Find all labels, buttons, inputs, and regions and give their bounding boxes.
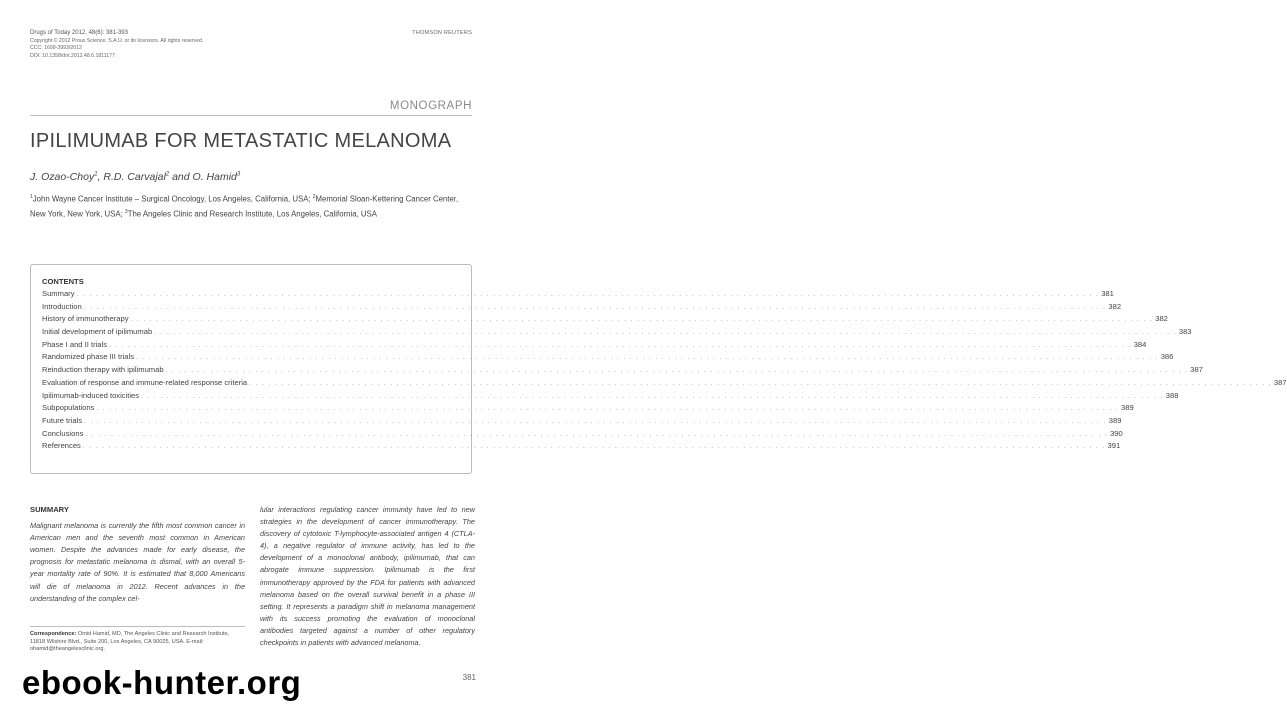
contents-title: CONTENTS (42, 277, 84, 286)
correspondence-text: Omid Hamid, MD, The Angeles Clinic and Research Institute, 11818 Wilshire Blvd., Suite 200, Los Angeles, CA 90025, USA. E-mail: ohamid@theangelesclinic.org. (30, 631, 230, 653)
author-separator: , (97, 171, 104, 183)
toc-item-label: Randomized phase III trials (42, 352, 135, 362)
toc-item-page: 384 (1133, 339, 1147, 349)
toc-item[interactable] (42, 365, 1203, 378)
header-divider (30, 115, 472, 116)
toc-leader-dots: . . . . . . . . . . . . . . . . . . . . . . . . . . . . . . . . . . . . . . . . . . . . . . . . . . . . . . . . . . . . . . . . . . . . . . . . . . . . . . . . . . . . . . . . . . . . . . . . . . . . . . . . . . . . . . . . . . . . . . . . . . . . . . . . . . . . . . . . . . . . . . . . . . . . . . . . . . . . . . . . (130, 316, 1154, 324)
toc-item-label: Initial development of ipilimumab (42, 327, 153, 337)
affiliation-text: John Wayne Cancer Institute – Surgical Oncology, Los Angeles, California, USA; (32, 194, 313, 204)
copyright-line: Copyright © 2012 Prous Science, S.A.U. or its licensors. All rights reserved. (30, 37, 204, 44)
toc-item-label: Ipilimumab-induced toxicities (42, 390, 140, 400)
toc-item[interactable] (42, 428, 1123, 442)
toc-item-page: 390 (1110, 428, 1123, 438)
toc-leader-dots: . . . . . . . . . . . . . . . . . . . . . . . . . . . . . . . . . . . . . . . . . . . . . . . . . . . . . . . . . . . . . . . . . . . . . . . . . . . . . . . . . . . . . . . . . . . . . . . . . . . . . . . . . . . . . . . . . . . . . . . . . . . . . . . . . . . . . . . . . . . . . . . . . . . . . . . . . . . . . . . . (136, 354, 1159, 362)
toc-item[interactable] (42, 415, 1122, 429)
toc-leader-dots: . . . . . . . . . . . . . . . . . . . . . . . . . . . . . . . . . . . . . . . . . . . . . . . . . . . . . . . . . . . . . . . . . . . . . . . . . . . . . . . . . . . . . . . . . . . . . . . . . . . . . . . . . . . . . . . . . . . . . . . . . . . . . . . . . . . . . . . . . . . . . . . . . . . . . . . . . . . . . . . . (83, 303, 1107, 311)
toc-leader-dots: . . . . . . . . . . . . . . . . . . . . . . . . . . . . . . . . . . . . . . . . . . . . . . . . . . . . . . . . . . . . . . . . . . . . . . . . . . . . . . . . . . . . . . . . . . . . . . . . . . . . . . . . . . . . . . . . . . . . . . . . . . . . . . . . . . . . . . . . . . . . . . . . . . . . . . . . . . . . . . . . (141, 392, 1164, 400)
watermark-text: ebook-hunter.org (22, 664, 302, 701)
summary-text-right: lular interactions regulating cancer immunity have led to new strategies in the development of cancer immunotherapy. The discovery of cytotoxic T-lymphocyte-associated antigen 4 (CTLA-4), a negative regulator of immune activity, has led to the development of a monoclonal antibody, ipilimumab, that can abrogate immune suppression. Ipilimumab is the first immunotherapy approved by the FDA for patients with advanced melanoma based on the overall survival benefit in a phase III setting. It represents a paradigm shift in melanoma management with its success promoting the evaluation of monoclonal antibodies targeted against a number of other regulatory checkpoints in patients with advanced melanoma. (260, 505, 475, 648)
summary-column-right (260, 504, 475, 649)
toc-leader-dots: . . . . . . . . . . . . . . . . . . . . . . . . . . . . . . . . . . . . . . . . . . . . . . . . . . . . . . . . . . . . . . . . . . . . . . . . . . . . . . . . . . . . . . . . . . . . . . . . . . . . . . . . . . . . . . . . . . . . . . . . . . . . . . . . . . . . . . . . . . . . . . . . . . . . . . . . . . . . . . . . (165, 367, 1189, 375)
toc-item-page: 386 (1160, 352, 1174, 362)
toc-item-page: 382 (1108, 301, 1122, 311)
toc-item-page: 388 (1165, 390, 1179, 400)
affiliations (30, 191, 472, 220)
ccc-line: CCC: 1699-3993/2012 (30, 45, 82, 52)
toc-leader-dots: . . . . . . . . . . . . . . . . . . . . . . . . . . . . . . . . . . . . . . . . . . . . . . . . . . . . . . . . . . . . . . . . . . . . . . . . . . . . . . . . . . . . . . . . . . . . . . . . . . . . . . . . . . . . . . . . . . . . . . . . . . . . . . . . . . . . . . . . . . . . . . . . . . . . . . . . . . . . . . . . (84, 417, 1107, 425)
toc-item-page: 387 (1273, 377, 1287, 387)
toc-item-label: Future trials (42, 415, 83, 425)
toc-leader-dots: . . . . . . . . . . . . . . . . . . . . . . . . . . . . . . . . . . . . . . . . . . . . . . . . . . . . . . . . . . . . . . . . . . . . . . . . . . . . . . . . . . . . . . . . . . . . . . . . . . . . . . . . . . . . . . . . . . . . . . . . . . . . . . . . . . . . . . . . . . . . . . . . . . . . . . . . . . . . . . . . (154, 329, 1177, 337)
toc-item-label: References (42, 441, 81, 451)
author-affiliation-mark: 3 (236, 171, 241, 178)
toc-leader-dots: . . . . . . . . . . . . . . . . . . . . . . . . . . . . . . . . . . . . . . . . . . . . . . . . . . . . . . . . . . . . . . . . . . . . . . . . . . . . . . . . . . . . . . . . . . . . . . . . . . . . . . . . . . . . . . . . . . . . . . . . . . . . . . . . . . . . . . . . . . . . . . . . . . . . . . . . . . . . . . . . (249, 379, 1272, 387)
author-separator: and (169, 171, 193, 183)
affiliation-mark: 1 (30, 194, 33, 200)
page-number: 381 (462, 673, 476, 682)
affiliation-mark: 3 (124, 208, 128, 215)
article-title: IPILIMUMAB FOR METASTATIC MELANOMA (30, 130, 452, 152)
summary-heading: SUMMARY (30, 505, 69, 514)
toc-item[interactable] (42, 339, 1147, 353)
contents-box (30, 264, 1287, 474)
toc-item-page: 391 (1107, 441, 1121, 451)
author-name: R.D. Carvajal (103, 171, 166, 183)
author-name: J. Ozao-Choy (30, 171, 95, 183)
toc-item-label: History of immunotherapy (42, 314, 129, 324)
toc-item-label: Reinduction therapy with ipilimumab (42, 365, 164, 375)
affiliation-mark: 2 (312, 194, 316, 200)
correspondence-label: Correspondence: (30, 631, 77, 637)
toc-item[interactable] (42, 327, 1192, 340)
toc-item-page: 389 (1108, 415, 1122, 425)
affiliation-text: The Angeles Clinic and Research Institute, Los Angeles, California, USA (127, 209, 377, 219)
journal-citation: Drugs of Today 2012, 48(6): 381-393 (30, 30, 128, 36)
toc-leader-dots: . . . . . . . . . . . . . . . . . . . . . . . . . . . . . . . . . . . . . . . . . . . . . . . . . . . . . . . . . . . . . . . . . . . . . . . . . . . . . . . . . . . . . . . . . . . . . . . . . . . . . . . . . . . . . . . . . . . . . . . . . . . . . . . . . . . . . . . . . . . . . . . . . . . . . . . . . . . . . . . . (82, 443, 1106, 451)
summary-text-left: Malignant melanoma is currently the fifth most common cancer in American men and the seventh most common in American women. Despite the advances made for early disease, the prognosis for metastatic melanoma is dismal, with an overall 5-year mortality rate of 90%. It is estimated that 8,000 Americans will die of melanoma in 2012. Recent advances in the understanding of the complex cel- (30, 521, 245, 603)
toc-item-label: Evaluation of response and immune-related response criteria (42, 377, 248, 387)
toc-item-label: Summary (42, 289, 75, 298)
affiliation-text: Memorial Sloan-Kettering Cancer Center, New York, New York, USA; (30, 194, 459, 219)
author-name: O. Hamid (192, 171, 237, 183)
toc-item-page: 389 (1121, 403, 1134, 413)
publisher-logo: THOMSON REUTERS (412, 30, 472, 36)
toc-item[interactable] (42, 289, 1114, 302)
toc-item-page: 382 (1155, 314, 1168, 324)
section-label: MONOGRAPH (389, 100, 472, 112)
author-affiliation-mark: 2 (165, 171, 170, 178)
toc-leader-dots: . . . . . . . . . . . . . . . . . . . . . . . . . . . . . . . . . . . . . . . . . . . . . . . . . . . . . . . . . . . . . . . . . . . . . . . . . . . . . . . . . . . . . . . . . . . . . . . . . . . . . . . . . . . . . . . . . . . . . . . . . . . . . . . . . . . . . . . . . . . . . . . . . . . . . . . . . . . . . . . . (76, 291, 1100, 298)
toc-leader-dots: . . . . . . . . . . . . . . . . . . . . . . . . . . . . . . . . . . . . . . . . . . . . . . . . . . . . . . . . . . . . . . . . . . . . . . . . . . . . . . . . . . . . . . . . . . . . . . . . . . . . . . . . . . . . . . . . . . . . . . . . . . . . . . . . . . . . . . . . . . . . . . . . . . . . . . . . . . . . . . . . (109, 341, 1132, 349)
toc-item[interactable] (42, 314, 1168, 327)
toc-leader-dots: . . . . . . . . . . . . . . . . . . . . . . . . . . . . . . . . . . . . . . . . . . . . . . . . . . . . . . . . . . . . . . . . . . . . . . . . . . . . . . . . . . . . . . . . . . . . . . . . . . . . . . . . . . . . . . . . . . . . . . . . . . . . . . . . . . . . . . . . . . . . . . . . . . . . . . . . . . . . . . . . (96, 405, 1120, 413)
toc-item-page: 381 (1101, 289, 1114, 298)
toc-item-page: 383 (1178, 327, 1192, 337)
doi-link[interactable]: DOI: 10.1358/dot.2012.48.6.1811177 (30, 52, 115, 59)
toc-item[interactable] (42, 441, 1121, 454)
toc-leader-dots: . . . . . . . . . . . . . . . . . . . . . . . . . . . . . . . . . . . . . . . . . . . . . . . . . . . . . . . . . . . . . . . . . . . . . . . . . . . . . . . . . . . . . . . . . . . . . . . . . . . . . . . . . . . . . . . . . . . . . . . . . . . . . . . . . . . . . . . . . . . . . . . . . . . . . . . . . . . . . . . . (85, 430, 1109, 438)
toc-item-label: Phase I and II trials (42, 339, 108, 349)
toc-item[interactable] (42, 352, 1174, 365)
toc-item[interactable] (42, 377, 1287, 391)
journal-meta (30, 30, 203, 60)
correspondence-note (30, 626, 245, 654)
toc-item-label: Introduction (42, 301, 82, 311)
toc-item-page: 387 (1190, 365, 1203, 375)
summary-column-left (30, 504, 245, 605)
author-list (30, 171, 240, 183)
toc-item[interactable] (42, 403, 1134, 416)
author-affiliation-mark: 1 (94, 171, 98, 178)
toc-item[interactable] (42, 390, 1179, 404)
toc-item[interactable] (42, 301, 1122, 315)
toc-list (42, 289, 1287, 454)
toc-item-label: Subpopulations (42, 403, 95, 413)
toc-item-label: Conclusions (42, 428, 84, 438)
